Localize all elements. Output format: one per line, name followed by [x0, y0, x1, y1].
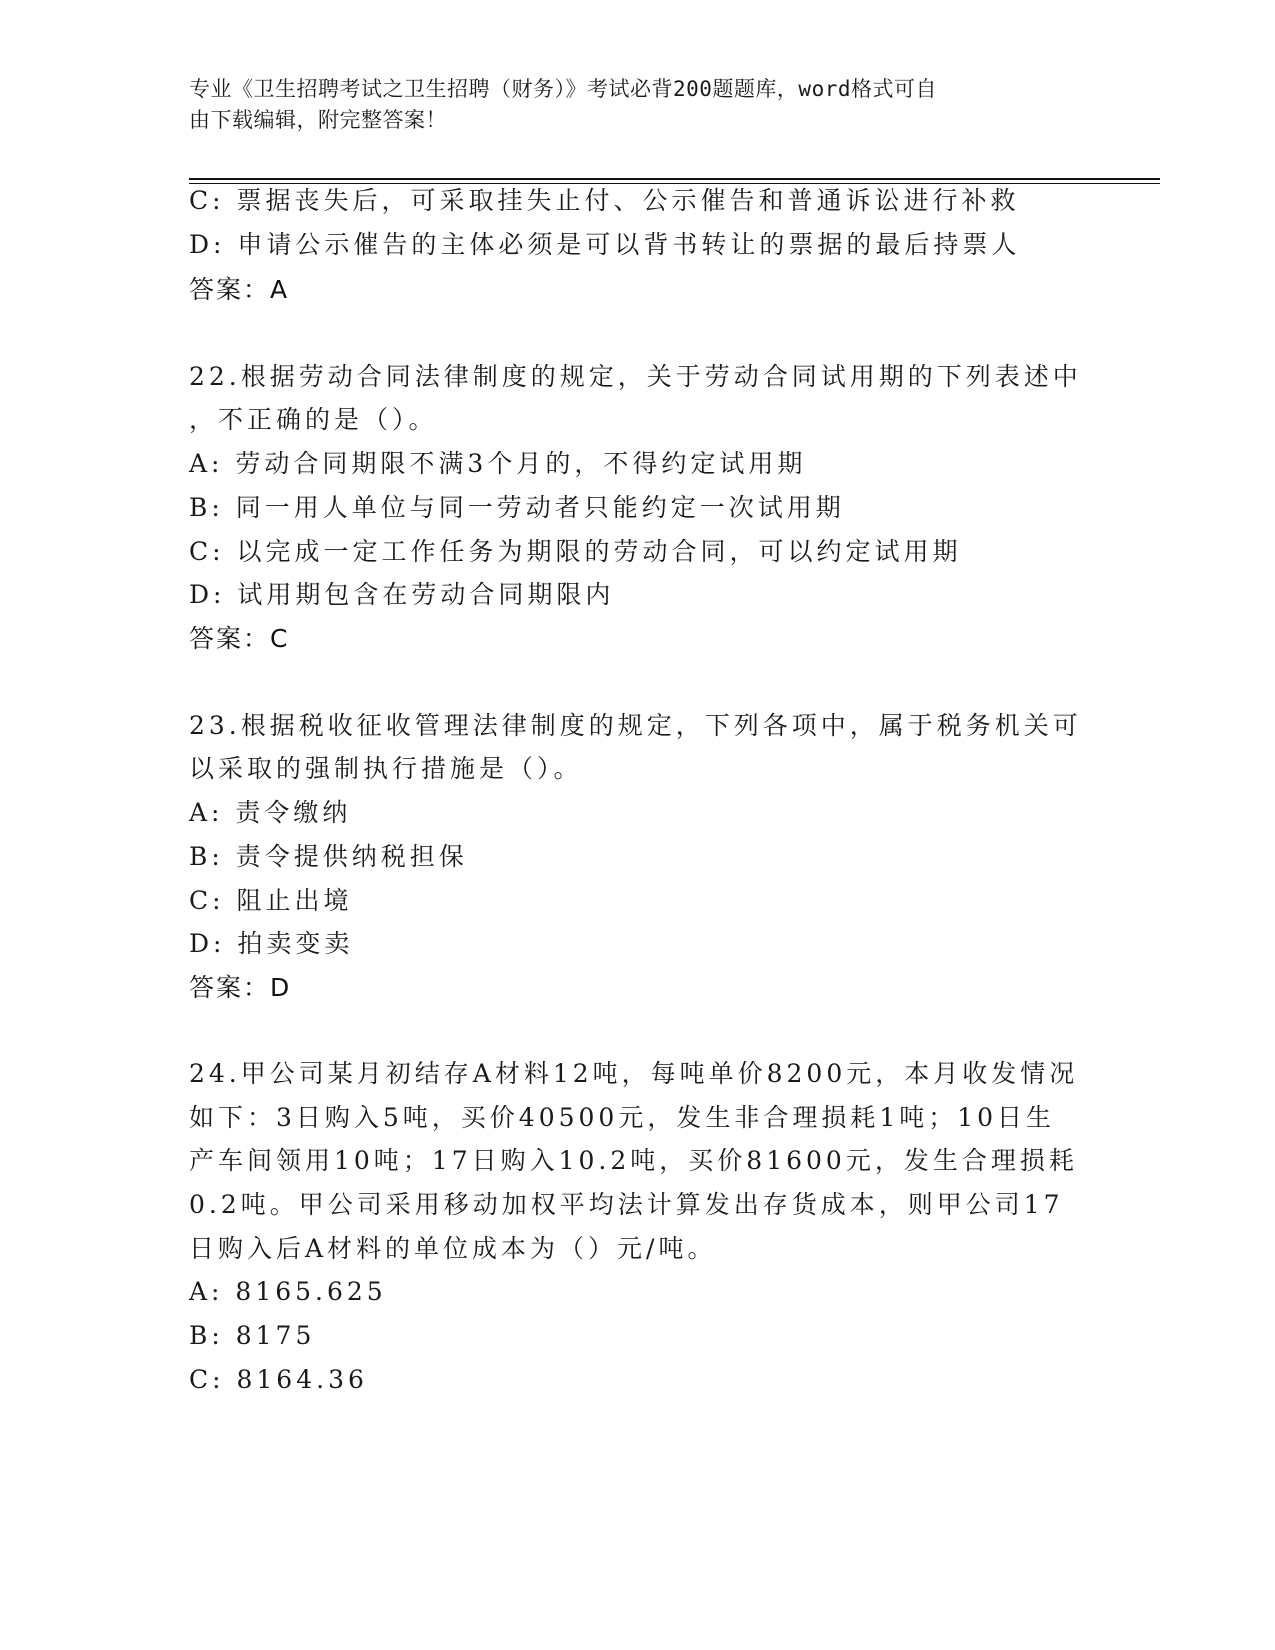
- q22-option-c: C: 以完成一定工作任务为期限的劳动合同，可以约定试用期: [189, 537, 962, 566]
- q24-option-a: A: 8165.625: [189, 1277, 387, 1306]
- q24-option-b: B: 8175: [189, 1321, 316, 1350]
- q24-option-c: C: 8164.36: [189, 1365, 368, 1394]
- q23-option-d: D: 拍卖变卖: [189, 929, 354, 958]
- q23-option-b: B: 责令提供纳税担保: [189, 842, 468, 871]
- q21-option-d: D: 申请公示催告的主体必须是可以背书转让的票据的最后持票人: [189, 230, 1021, 259]
- q22-answer: 答案：C: [189, 624, 290, 653]
- q24-stem-line-1: 24.甲公司某月初结存A材料12吨，每吨单价8200元，本月收发情况: [189, 1059, 1079, 1088]
- q22-option-b: B: 同一用人单位与同一劳动者只能约定一次试用期: [189, 493, 845, 522]
- q24-stem-line-3: 产车间领用10吨；17日购入10.2吨，买价81600元，发生合理损耗: [189, 1146, 1078, 1175]
- q24-stem-line-5: 日购入后A材料的单位成本为（）元/吨。: [189, 1234, 717, 1263]
- q23-stem-line-2: 以采取的强制执行措施是（）。: [189, 754, 583, 783]
- q22-option-d: D: 试用期包含在劳动合同期限内: [189, 580, 615, 609]
- q24-stem-line-4: 0.2吨。甲公司采用移动加权平均法计算发出存货成本，则甲公司17: [189, 1190, 1064, 1219]
- q22-stem-line-2: ，不正确的是（）。: [189, 405, 438, 434]
- q23-option-a: A: 责令缴纳: [189, 798, 352, 827]
- header-line-2: 由下载编辑，附完整答案！: [189, 108, 447, 132]
- q21-answer: 答案：A: [189, 275, 290, 304]
- document-header: [189, 74, 1089, 136]
- q22-option-a: A: 劳动合同期限不满3个月的，不得约定试用期: [189, 449, 807, 478]
- header-line-1: 专业《卫生招聘考试之卫生招聘（财务）》考试必背200题题库，word格式可自: [189, 77, 937, 101]
- q23-answer: 答案：D: [189, 973, 292, 1002]
- q22-stem-line-1: 22.根据劳动合同法律制度的规定，关于劳动合同试用期的下列表述中: [189, 362, 1082, 391]
- q24-stem-line-2: 如下：3日购入5吨，买价40500元，发生非合理损耗1吨；10日生: [189, 1103, 1056, 1132]
- q21-option-c: C: 票据丧失后，可采取挂失止付、公示催告和普通诉讼进行补救: [189, 186, 1020, 215]
- q23-stem-line-1: 23.根据税收征收管理法律制度的规定，下列各项中，属于税务机关可: [189, 711, 1082, 740]
- q23-option-c: C: 阻止出境: [189, 886, 353, 915]
